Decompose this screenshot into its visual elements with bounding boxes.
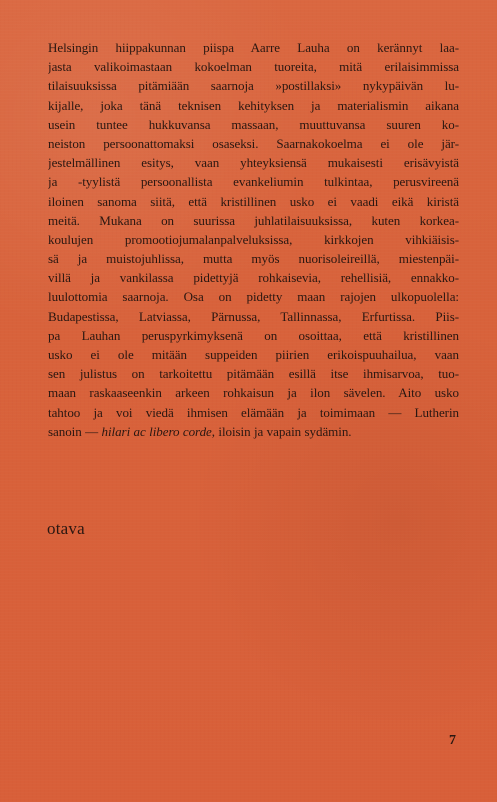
description-last-line — [48, 422, 459, 441]
description-line: Budapestissa, Latviassa, Pärnussa, Tallinnassa, Erfurtissa. Piis- — [48, 308, 459, 324]
last-line-text-before-italic: sanoin — — [48, 423, 102, 439]
page-number: 7 — [449, 733, 456, 748]
description-line: luulottomia saarnoja. Osa on pidetty maan rajojen ulkopuolella: — [48, 289, 459, 305]
description-line: meitä. Mukana on suurissa juhlatilaisuuksissa, kuten korkea- — [48, 212, 459, 228]
description-line: maan raskaaseenkin arkeen rohkaisun ja ilon sävelen. Aito usko — [48, 385, 459, 401]
last-line-text-after-italic: , iloisin ja vapain sydämin. — [211, 423, 352, 439]
description-line: jestelmällinen esitys, vaan yhteyksiensä mukaisesti erisävyistä — [48, 155, 459, 171]
description-line: tahtoo ja voi viedä ihmisen elämään ja toimimaan — Lutherin — [48, 404, 459, 420]
description-line: sä ja muistojuhlissa, mutta myös nuorisoleireillä, miestenpäi- — [48, 251, 459, 267]
description-line: villä ja vankilassa pidettyjä rohkaisevia, rehellisiä, ennakko- — [48, 270, 459, 286]
description-line: usko ei ole mitään suppeiden piirien erikoispuuhailua, vaan — [48, 347, 459, 362]
description-line: kijalle, joka tänä teknisen kehityksen ja materialismin aikana — [48, 97, 459, 113]
description-line: koulujen promootiojumalanpalveluksissa, kirkkojen vihkiäisis- — [48, 231, 459, 247]
description-line: tilaisuuksissa pitämiään saarnoja »postillaksi» nykypäivän lu- — [48, 78, 459, 94]
latin-italic-phrase: hilari ac libero corde — [101, 423, 212, 439]
description-line: sen julistus on tarkoitettu pitämään esillä itse ihmisarvoa, tuo- — [48, 366, 459, 382]
book-description — [48, 38, 459, 441]
description-line: pa Lauhan peruspyrkimyksenä on osoittaa, että kristillinen — [48, 327, 459, 343]
description-line: jasta valikoimastaan kokoelman tuoreita, mitä erilaisimmissa — [48, 59, 459, 75]
publisher-name: otava — [47, 519, 85, 538]
description-line: Helsingin hiippakunnan piispa Aarre Lauha on kerännyt laa- — [48, 40, 459, 55]
description-line: iloinen sanoma siitä, että kristillinen usko ei vaadi eikä kiristä — [48, 193, 459, 209]
description-line: usein tuntee hukkuvansa massaan, muuttuvansa suuren ko- — [48, 116, 459, 132]
description-line: ja -tyylistä persoonallista evankeliumin tulkintaa, perusvireenä — [48, 174, 459, 190]
description-line: neiston persoonattomaksi osaseksi. Saarnakokoelma ei ole jär- — [48, 135, 459, 151]
